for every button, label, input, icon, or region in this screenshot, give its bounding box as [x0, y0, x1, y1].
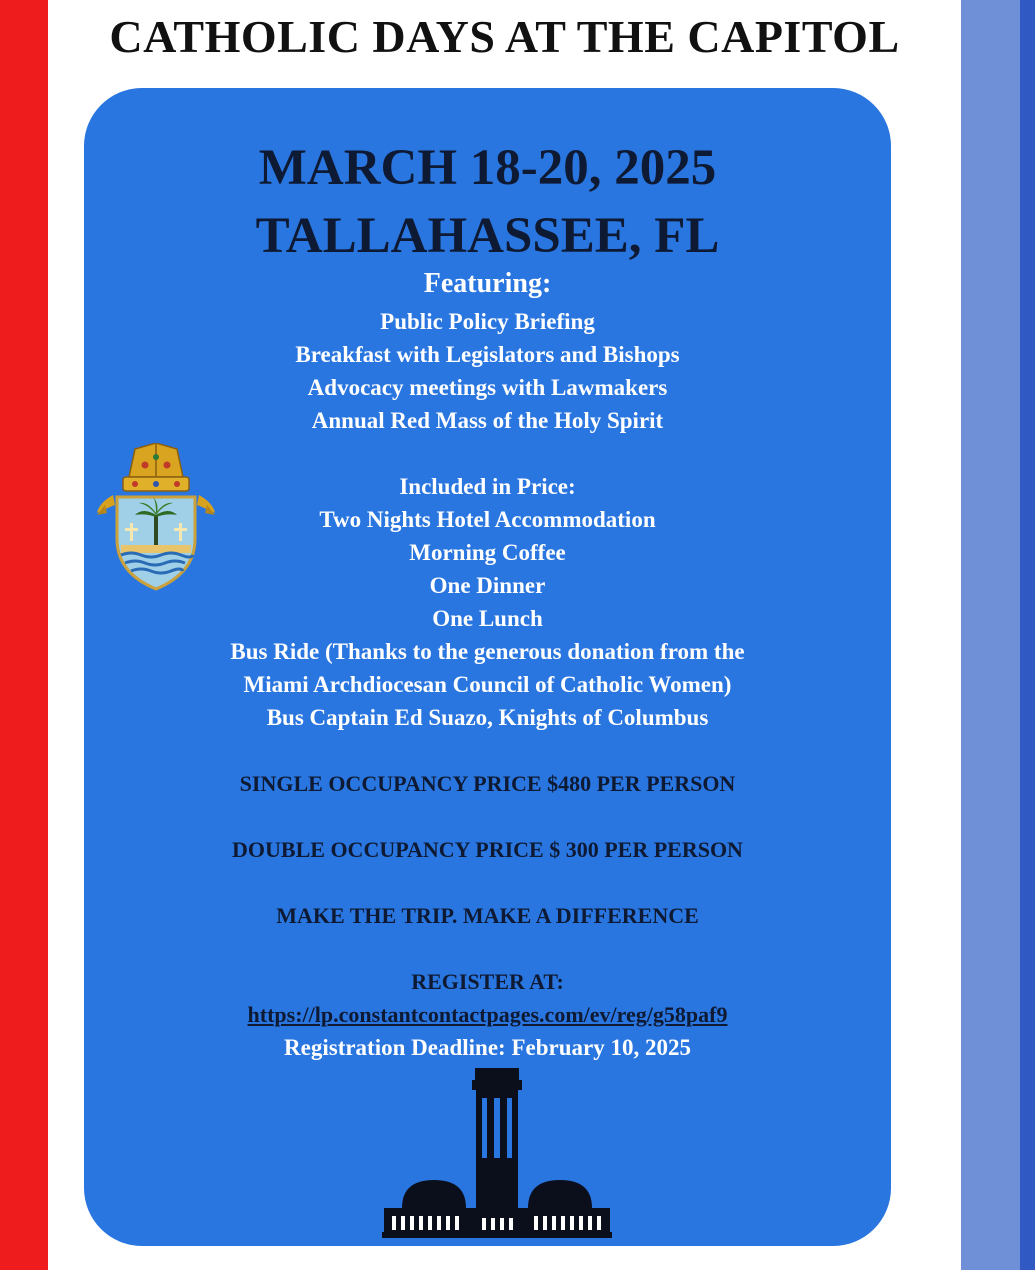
included-heading: Included in Price:	[399, 474, 576, 499]
archdiocese-coat-of-arms-icon	[95, 443, 217, 591]
register-heading: REGISTER AT:	[411, 969, 564, 994]
included-item: Morning Coffee	[409, 540, 566, 565]
dark-blue-side-stripe	[1020, 0, 1035, 1270]
featuring-heading: Featuring:	[423, 268, 552, 299]
included-item: One Lunch	[432, 606, 543, 631]
double-occupancy-price: DOUBLE OCCUPANCY PRICE $ 300 PER PERSON	[232, 837, 743, 862]
capitol-building-icon	[382, 1068, 612, 1238]
featuring-item: Breakfast with Legislators and Bishops	[295, 342, 680, 367]
single-occupancy-price: SINGLE OCCUPANCY PRICE $480 PER PERSON	[239, 771, 736, 796]
featuring-item: Public Policy Briefing	[380, 309, 595, 334]
included-item: Bus Captain Ed Suazo, Knights of Columbus	[266, 705, 709, 730]
registration-deadline: Registration Deadline: February 10, 2025	[284, 1035, 691, 1060]
page-title: CATHOLIC DAYS AT THE CAPITOL	[109, 11, 900, 62]
included-item: One Dinner	[429, 573, 546, 598]
included-item: Two Nights Hotel Accommodation	[319, 507, 656, 532]
light-blue-side-stripe	[961, 0, 1020, 1270]
included-item: Bus Ride (Thanks to the generous donation from the	[230, 639, 745, 664]
event-location: TALLAHASSEE, FL	[255, 208, 720, 264]
included-item: Miami Archdiocesan Council of Catholic Women)	[243, 672, 732, 697]
featuring-item: Advocacy meetings with Lawmakers	[307, 375, 668, 400]
featuring-item: Annual Red Mass of the Holy Spirit	[311, 408, 664, 433]
slogan: MAKE THE TRIP. MAKE A DIFFERENCE	[276, 903, 699, 928]
registration-link[interactable]: https://lp.constantcontactpages.com/ev/reg/g58paf9	[247, 1002, 728, 1027]
event-dates: MARCH 18-20, 2025	[258, 140, 717, 196]
red-side-stripe	[0, 0, 48, 1270]
